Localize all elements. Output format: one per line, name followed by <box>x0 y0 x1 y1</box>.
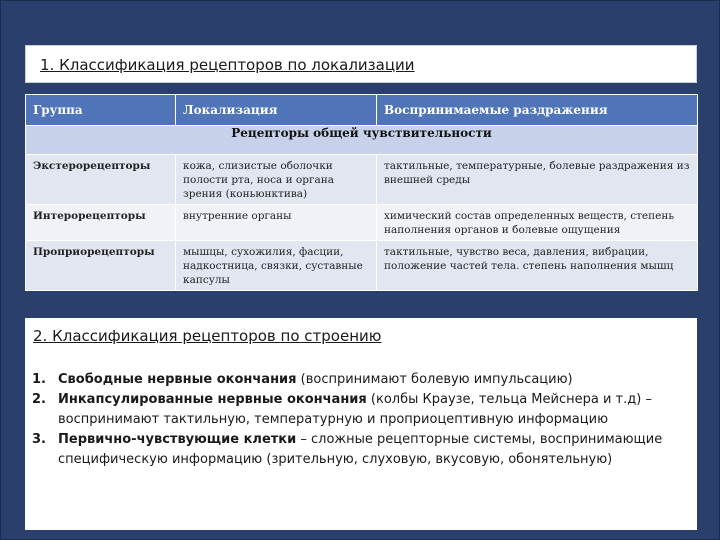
cell-group: Экстерорецепторы <box>26 155 176 205</box>
list-item <box>32 430 672 470</box>
list-item-term: Инкапсулированные нервные окончания <box>58 392 367 407</box>
cell-location: мышцы, сухожилия, фасции, надкостница, связки, суставные капсулы <box>176 241 377 291</box>
list-item <box>32 390 672 430</box>
list-item-text: – сложные рецепторные системы, воспринимающие специфическую информацию (зрительную, слуховую, вкусовую, обонятельную) <box>58 432 663 467</box>
section1-heading: 1. Классификация рецепторов по локализации <box>40 56 415 74</box>
cell-location: кожа, слизистые оболочки полости рта, носа и органа зрения (коньюнктива) <box>176 155 377 205</box>
section-label: Рецепторы общей чувствительности <box>26 126 698 155</box>
column-header-group: Группа <box>26 95 176 126</box>
list-item-term: Первично-чувствующие клетки <box>58 432 297 447</box>
table-row <box>26 205 698 241</box>
section1-header-box <box>25 45 697 83</box>
table-header-row <box>26 95 698 126</box>
column-header-location: Локализация <box>176 95 377 126</box>
receptor-table <box>25 94 698 291</box>
list-item-number: 3. <box>32 432 46 447</box>
list-item-term: Свободные нервные окончания <box>58 372 297 387</box>
cell-group: Интерорецепторы <box>26 205 176 241</box>
section2-box <box>25 318 697 530</box>
cell-stimuli: тактильные, чувство веса, давления, вибрации, положение частей тела. степень наполнения мышц <box>377 241 698 291</box>
cell-location: внутренние органы <box>176 205 377 241</box>
column-header-stimuli: Воспринимаемые раздражения <box>377 95 698 126</box>
cell-stimuli: химический состав определенных веществ, степень наполнения органов и болевые ощущения <box>377 205 698 241</box>
list-item-text: (колбы Краузе, тельца Мейснера и т.д) – воспринимают тактильную, температурную и проприоцептивную информацию <box>58 392 652 427</box>
table-row <box>26 155 698 205</box>
list-item-text: (воспринимают болевую импульсацию) <box>296 372 573 387</box>
list-item-number: 2. <box>32 392 46 407</box>
table-row <box>26 241 698 291</box>
section2-heading: 2. Классификация рецепторов по строению <box>33 327 382 345</box>
structure-list <box>32 370 672 470</box>
section-row <box>26 126 698 155</box>
list-item-number: 1. <box>32 372 46 387</box>
cell-group: Проприорецепторы <box>26 241 176 291</box>
list-item <box>32 370 672 390</box>
cell-stimuli: тактильные, температурные, болевые раздражения из внешней среды <box>377 155 698 205</box>
